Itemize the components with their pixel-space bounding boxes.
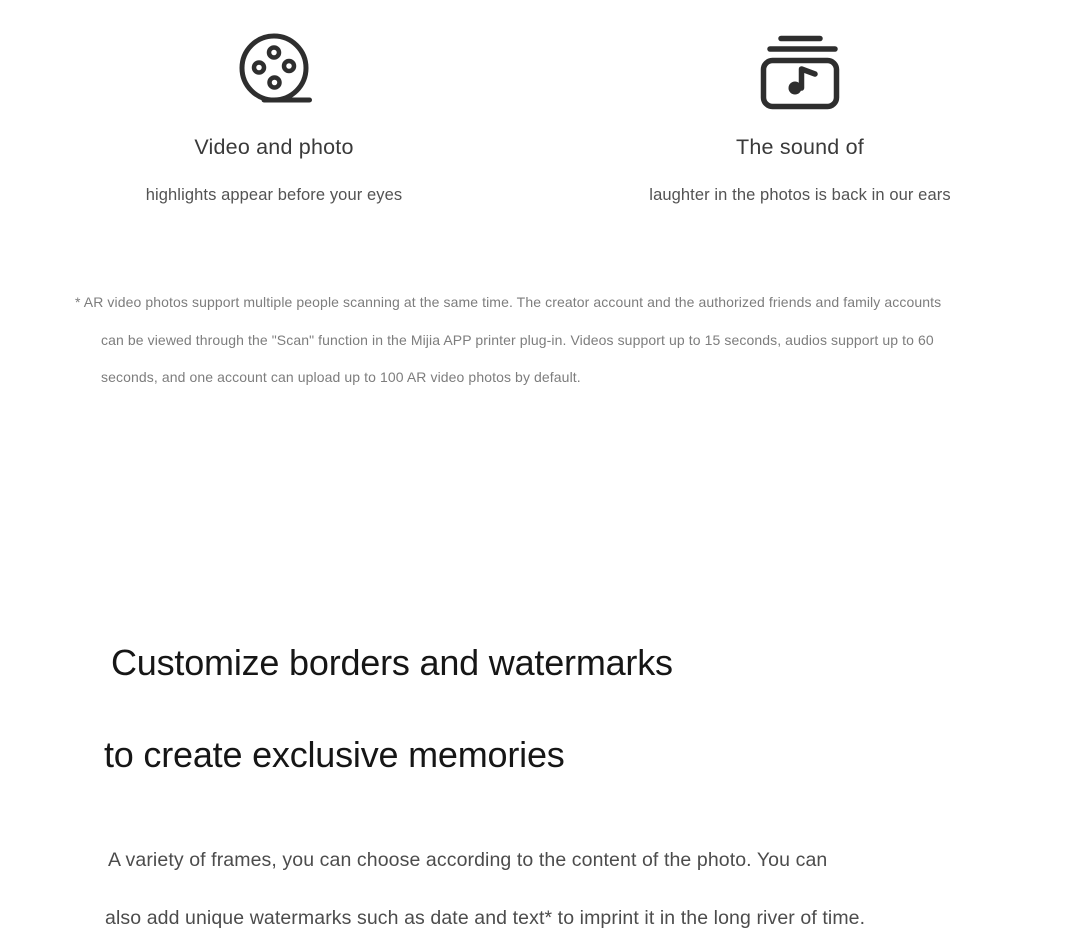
disclaimer-line: * AR video photos support multiple people scanning at the same time. The creator account and the authorized friends and family accounts [75, 294, 942, 310]
photo-sound-icon [758, 32, 842, 110]
ar-photo-disclaimer [75, 284, 942, 397]
feature-title: The sound of [736, 135, 864, 159]
section-heading-line-2: to create exclusive memories [104, 734, 565, 775]
feature-sound [530, 0, 1070, 205]
feature-title: Video and photo [194, 135, 354, 159]
feature-video-photo [4, 0, 544, 205]
section-body-line-1: A variety of frames, you can choose according to the content of the photo. You can [108, 849, 828, 871]
feature-subtitle: laughter in the photos is back in our ears [649, 186, 951, 204]
feature-subtitle: highlights appear before your eyes [145, 186, 403, 204]
disclaimer-line: can be viewed through the "Scan" function in the Mijia APP printer plug-in. Videos support up to 15 seconds, audios support up to 60 [101, 331, 934, 348]
film-reel-icon [234, 32, 314, 110]
disclaimer-line: seconds, and one account can upload up to 100 AR video photos by default. [101, 369, 581, 385]
section-body-line-2: also add unique watermarks such as date and text* to imprint it in the long river of time. [105, 907, 866, 929]
section-heading-line-1: Customize borders and watermarks [111, 642, 673, 683]
